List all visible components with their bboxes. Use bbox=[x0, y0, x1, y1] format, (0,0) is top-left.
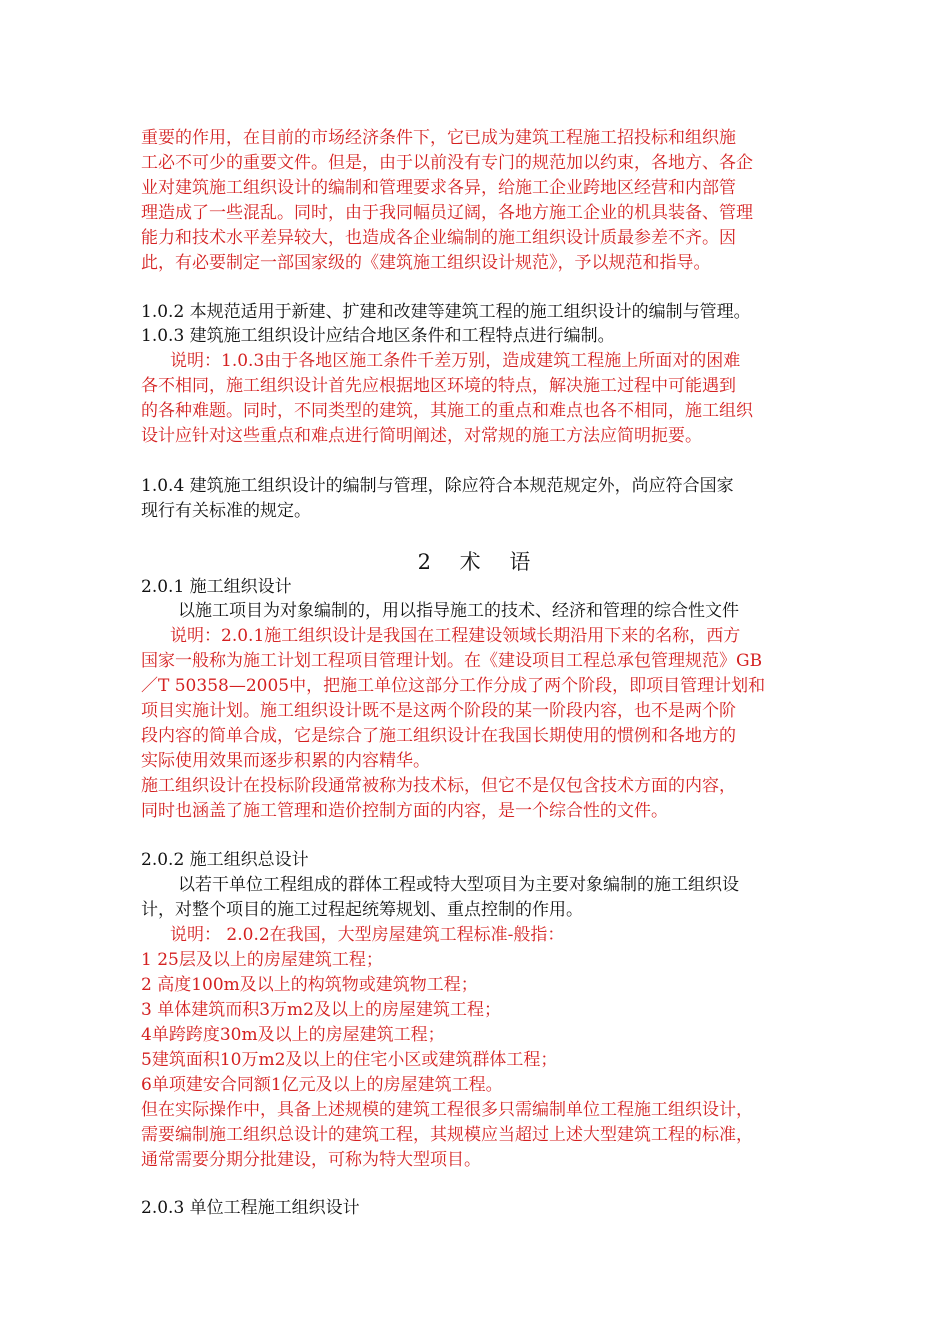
intro-line: 工必不可少的重要文件。但是，由于以前没有专门的规范加以约束，各地方、各企 bbox=[141, 153, 753, 173]
note-2-0-2-tail-line: 但在实际操作中，具备上述规模的建筑工程很多只需编制单位工程施工组织设计， bbox=[141, 1100, 753, 1120]
note-1-0-3-line: 各不相同，施工组织设计首先应根据地区环境的特点，解决施工过程中可能遇到 bbox=[141, 376, 736, 396]
term-2-0-2-definition-line: 以若干单位工程组成的群体工程或特大型项目为主要对象编制的施工组织设 bbox=[178, 875, 739, 895]
intro-line: 此，有必要制定一部国家级的《建筑施工组织设计规范》，予以规范和指导。 bbox=[141, 253, 711, 273]
note-2-0-1-line: ／T 50358—2005中，把施工单位这部分工作分成了两个阶段，即项目管理计划和 bbox=[141, 676, 766, 696]
note-2-0-2-intro: 说明： 2.0.2在我国，大型房屋建筑工程标准-般指： bbox=[170, 925, 565, 945]
note-2-0-1-line: 项目实施计划。施工组织设计既不是这两个阶段的某一阶段内容，也不是两个阶 bbox=[141, 701, 736, 721]
note-2-0-1-line: 同时也涵盖了施工管理和造价控制方面的内容，是一个综合性的文件。 bbox=[141, 801, 668, 821]
chapter-heading: 2 术 语 bbox=[417, 550, 533, 574]
term-2-0-2-title: 2.0.2 施工组织总设计 bbox=[141, 850, 309, 870]
term-2-0-1-title: 2.0.1 施工组织设计 bbox=[141, 577, 292, 597]
note-2-0-1-line: 段内容的简单合成，它是综合了施工组织设计在我国长期使用的惯例和各地方的 bbox=[141, 726, 736, 746]
note-2-0-2-item: 3 单体建筑而积3万m2及以上的房屋建筑工程； bbox=[141, 1000, 501, 1020]
intro-line: 能力和技术水平差异较大，也造成各企业编制的施工组织设计质最参差不齐。因 bbox=[141, 228, 736, 248]
note-1-0-3-line: 说明：1.0.3由于各地区施工条件千差万别，造成建筑工程施上所面对的困难 bbox=[170, 351, 741, 371]
intro-line: 理造成了一些混乱。同时，由于我同幅员辽阔，各地方施工企业的机具装备、管理 bbox=[141, 203, 753, 223]
term-2-0-2-definition-line: 计，对整个项目的施工过程起统筹规划、重点控制的作用。 bbox=[141, 900, 583, 920]
note-2-0-2-item: 2 高度100m及以上的构筑物或建筑物工程； bbox=[141, 975, 478, 995]
intro-line: 重要的作用，在目前的市场经济条件下，它已成为建筑工程施工招投标和组织施 bbox=[141, 128, 736, 148]
note-2-0-2-tail-line: 需要编制施工组织总设计的建筑工程，其规模应当超过上述大型建筑工程的标准， bbox=[141, 1125, 753, 1145]
note-2-0-2-item: 5建筑面积10万m2及以上的住宅小区或建筑群体工程； bbox=[141, 1050, 558, 1070]
note-2-0-2-item: 6单项建安合同额1亿元及以上的房屋建筑工程。 bbox=[141, 1075, 503, 1095]
note-2-0-1-line: 施工组织设计在投标阶段通常被称为技术标，但它不是仅包含技术方面的内容， bbox=[141, 776, 736, 796]
term-2-0-3-title: 2.0.3 单位工程施工组织设计 bbox=[141, 1198, 360, 1218]
term-2-0-1-definition: 以施工项目为对象编制的，用以指导施工的技术、经济和管理的综合性文件 bbox=[178, 601, 739, 621]
intro-line: 业对建筑施工组织设计的编制和管理要求各异，给施工企业跨地区经营和内部管 bbox=[141, 178, 736, 198]
note-2-0-1-line: 实际使用效果而逐步积累的内容精华。 bbox=[141, 751, 430, 771]
clause-1-0-3: 1.0.3 建筑施工组织设计应结合地区条件和工程特点进行编制。 bbox=[141, 326, 615, 346]
note-1-0-3-line: 的各种难题。同时，不同类型的建筑，其施工的重点和难点也各不相同，施工组织 bbox=[141, 401, 753, 421]
note-1-0-3-line: 设计应针对这些重点和难点进行简明阐述，对常规的施工方法应简明扼要。 bbox=[141, 426, 702, 446]
note-2-0-1-line: 说明：2.0.1施工组织设计是我国在工程建设领域长期沿用下来的名称，西方 bbox=[170, 626, 741, 646]
clause-1-0-4-line: 现行有关标准的规定。 bbox=[141, 501, 311, 521]
note-2-0-1-line: 国家一般称为施工计划工程项目管理计划。在《建设项目工程总承包管理规范》GB bbox=[141, 651, 763, 671]
note-2-0-2-item: 1 25层及以上的房屋建筑工程； bbox=[141, 950, 383, 970]
note-2-0-2-tail-line: 通常需要分期分批建设，可称为特大型项目。 bbox=[141, 1150, 481, 1170]
clause-1-0-2: 1.0.2 本规范适用于新建、扩建和改建等建筑工程的施工组织设计的编制与管理。 bbox=[141, 302, 751, 322]
clause-1-0-4-line: 1.0.4 建筑施工组织设计的编制与管理，除应符合本规范规定外，尚应符合国家 bbox=[141, 476, 734, 496]
note-2-0-2-item: 4单跨跨度30m及以上的房屋建筑工程； bbox=[141, 1025, 445, 1045]
